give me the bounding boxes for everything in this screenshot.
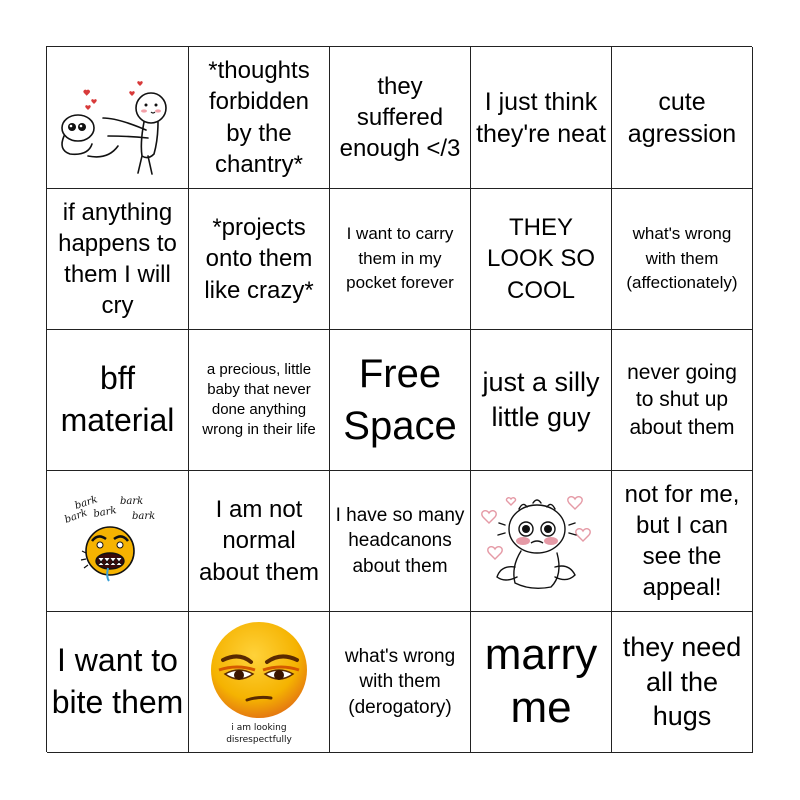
cell-text: I want to bite them [51,642,184,720]
bingo-cell[interactable] [612,330,753,471]
bingo-cell[interactable] [189,612,330,753]
bingo-cell[interactable] [189,330,330,471]
bingo-cell[interactable] [612,47,753,189]
bingo-cell[interactable] [471,189,612,330]
caption-text: i am looking [231,723,287,733]
bingo-cell[interactable] [47,471,189,612]
cell-text: cute agression [627,87,737,148]
blushing-doodle-icon [471,471,611,611]
cell-text: never going to shut up about them [627,361,737,439]
bingo-cell[interactable] [47,189,189,330]
bingo-cell[interactable] [612,612,753,753]
cell-text: what's wrong with them (derogatory) [344,645,456,718]
bark-text: bark [73,494,99,512]
bark-text: bark [119,496,143,507]
bingo-cell[interactable] [471,471,612,612]
cell-text: not for me, but I can see the appeal! [624,480,740,602]
bingo-cell[interactable] [330,612,471,753]
bingo-cell[interactable] [330,189,471,330]
bingo-cell[interactable] [471,47,612,189]
cell-text: they suffered enough </3 [339,72,461,163]
cell-text: *thoughts forbidden by the chantry* [208,57,310,178]
bingo-cell[interactable] [612,189,753,330]
bingo-cell[interactable] [47,612,189,753]
bingo-board [46,46,752,752]
caption-text: disrespectfully [226,735,292,745]
cell-text: I just think they're neat [476,87,606,148]
cell-text: they need all the hugs [622,632,742,732]
bingo-cell[interactable] [330,47,471,189]
cell-text: marry me [484,630,598,732]
cell-text: THEY LOOK SO COOL [486,214,596,304]
cell-text: I want to carry them in my pocket forever [346,224,454,293]
bingo-cell[interactable] [330,471,471,612]
bingo-cell[interactable] [612,471,753,612]
cell-text: if anything happens to them I will cry [58,198,177,320]
bingo-cell[interactable] [189,47,330,189]
bark-text: bark [92,505,117,520]
free-space-cell[interactable] [330,330,471,471]
bingo-cell[interactable] [189,471,330,612]
cell-text: I have so many headcanons about them [335,504,465,577]
hug-doodle-icon [48,48,188,188]
cell-text: bff material [60,360,175,438]
disrespectful-emoji-icon [189,612,329,752]
cell-text: a precious, little baby that never done anything wrong in their life [202,360,316,439]
cell-text: just a silly little guy [482,367,600,432]
bingo-cell[interactable] [471,330,612,471]
bingo-cell[interactable] [189,189,330,330]
cell-text: *projects onto them like crazy* [204,214,314,304]
bark-text: bark [131,511,155,522]
bingo-cell[interactable] [47,330,189,471]
cell-text: I am not normal about them [198,496,320,586]
cell-text: Free Space [343,352,457,448]
bark-text: bark [62,507,89,526]
cell-text: what's wrong with them (affectionately) [626,224,738,293]
barking-emoji-icon [48,471,188,611]
bingo-cell[interactable] [47,47,189,189]
bingo-cell[interactable] [471,612,612,753]
